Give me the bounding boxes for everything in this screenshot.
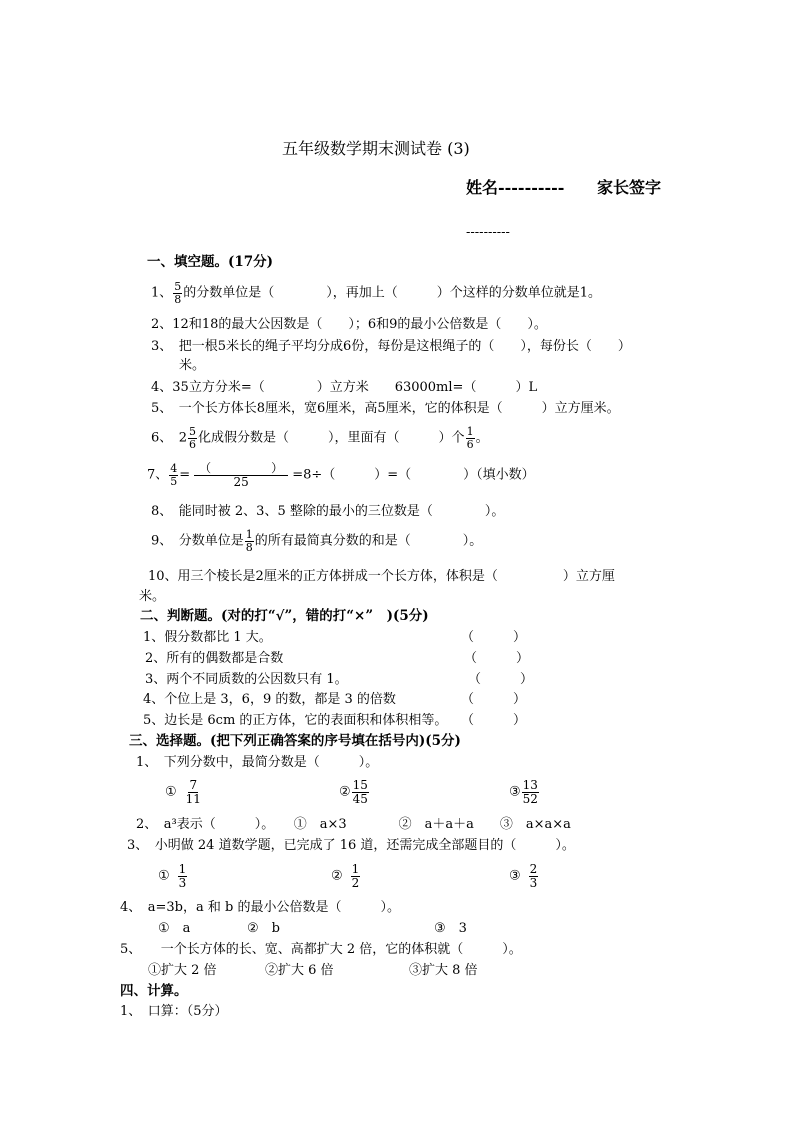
choice-5-option-2[interactable]: ②扩大 6 倍 xyxy=(265,963,334,978)
question-1-3-cont: 米。 xyxy=(179,358,206,373)
section-3-title: 三、选择题。(把下列正确答案的序号填在括号内)(5分) xyxy=(129,733,461,749)
choice-question-4: 4、 a=3b，a 和 b 的最小公倍数是（ ）。 xyxy=(120,900,400,915)
choice-1-option-2[interactable]: ② $\frac{15}{45}$ xyxy=(339,778,368,806)
choice-3-option-1[interactable]: ① $\frac{1}{3}$ xyxy=(158,862,187,890)
choice-question-3: 3、 小明做 24 道数学题，已完成了 16 道，还需完成全部题目的（ ）。 xyxy=(127,838,575,853)
judge-item-2: 2、所有的偶数都是合数 xyxy=(145,651,284,666)
question-1-2: 2、12和18的最大公因数是（ ）；6和9的最小公倍数是（ ）。 xyxy=(151,317,547,332)
choice-question-5: 5、 一个长方体的长、宽、高都扩大 2 倍，它的体积就（ ）。 xyxy=(120,942,522,957)
choice-3-option-2[interactable]: ② $\frac{1}{2}$ xyxy=(331,862,360,890)
judge-item-5: 5、边长是 6cm 的正方体，它的表面积和体积相等。 xyxy=(143,713,448,728)
question-1-8: 8、 能同时被 2、3、5 整除的最小的三位数是（ ）。 xyxy=(151,504,505,519)
question-1-6: 6、 2 $\frac{5}{6}$ 化成假分数是（ ），里面有（ ）个 $\frac{1}{6}$ 。 xyxy=(151,425,489,451)
section-4-title: 四、计算。 xyxy=(120,983,188,999)
judge-item-4: 4、个位上是 3，6，9 的数，都是 3 的倍数 xyxy=(143,692,396,707)
judge-answer-3[interactable]: （ ） xyxy=(468,672,534,687)
choice-1-option-3[interactable]: ③ $\frac{13}{52}$ xyxy=(509,778,538,806)
calc-question-1: 1、 口算：（5分） xyxy=(120,1004,228,1019)
choice-5-option-3[interactable]: ③扩大 8 倍 xyxy=(409,963,478,978)
parent-signature-line: ---------- xyxy=(466,225,510,240)
question-1-9: 9、 分数单位是 $\frac{1}{8}$ 的所有最简真分数的和是（ ）。 xyxy=(151,528,483,554)
judge-answer-4[interactable]: （ ） xyxy=(461,692,527,707)
choice-5-option-1[interactable]: ①扩大 2 倍 xyxy=(148,963,217,978)
name-label: 姓名---------- xyxy=(466,178,565,197)
choice-4-option-1[interactable]: ① a xyxy=(158,921,191,936)
judge-answer-1[interactable]: （ ） xyxy=(461,630,527,645)
parent-signature-label: 家长签字 xyxy=(597,178,662,197)
question-1-4: 4、35立方分米=（ ）立方米 63000ml=（ ）L xyxy=(151,380,538,395)
question-1-1: 1、 $\frac{5}{8}$ 的分数单位是（ ），再加上（ ）个这样的分数单位就是1。 xyxy=(151,280,602,306)
choice-question-1: 1、 下列分数中，最简分数是（ ）。 xyxy=(136,755,379,770)
question-1-5: 5、 一个长方体长8厘米，宽6厘米，高5厘米，它的体积是（ ）立方厘米。 xyxy=(151,401,620,416)
judge-answer-2[interactable]: （ ） xyxy=(464,651,530,666)
judge-item-3: 3、两个不同质数的公因数只有 1。 xyxy=(145,672,348,687)
judge-answer-5[interactable]: （ ） xyxy=(461,713,527,728)
question-1-3: 3、 把一根5米长的绳子平均分成6份，每份是这根绳子的（ ），每份长（ ） xyxy=(151,339,631,354)
question-1-7: 7、 $\frac{4}{5}$ = $\frac{( )}{25}$ =8÷（ ）=（ ）（填小数） xyxy=(147,461,535,489)
section-2-title: 二、判断题。(对的打“√”，错的打“×” )(5分) xyxy=(140,608,429,624)
section-1-title: 一、填空题。(17分) xyxy=(147,254,274,270)
choice-4-option-3[interactable]: ③ 3 xyxy=(434,921,467,936)
choice-3-option-3[interactable]: ③ $\frac{2}{3}$ xyxy=(509,862,538,890)
question-1-10: 10、用三个棱长是2厘米的正方体拼成一个长方体，体积是（ ）立方厘 xyxy=(148,569,615,584)
page-title: 五年级数学期末测试卷 (3) xyxy=(282,139,470,158)
choice-1-option-1[interactable]: ① $\frac{7}{11}$ xyxy=(165,778,201,806)
question-1-10-cont: 米。 xyxy=(139,589,166,604)
choice-question-2: 2、 a³表示（ ）。 ① a×3 ② a＋a＋a ③ a×a×a xyxy=(136,817,571,832)
judge-item-1: 1、假分数都比 1 大。 xyxy=(143,630,272,645)
choice-4-option-2[interactable]: ② b xyxy=(247,921,280,936)
